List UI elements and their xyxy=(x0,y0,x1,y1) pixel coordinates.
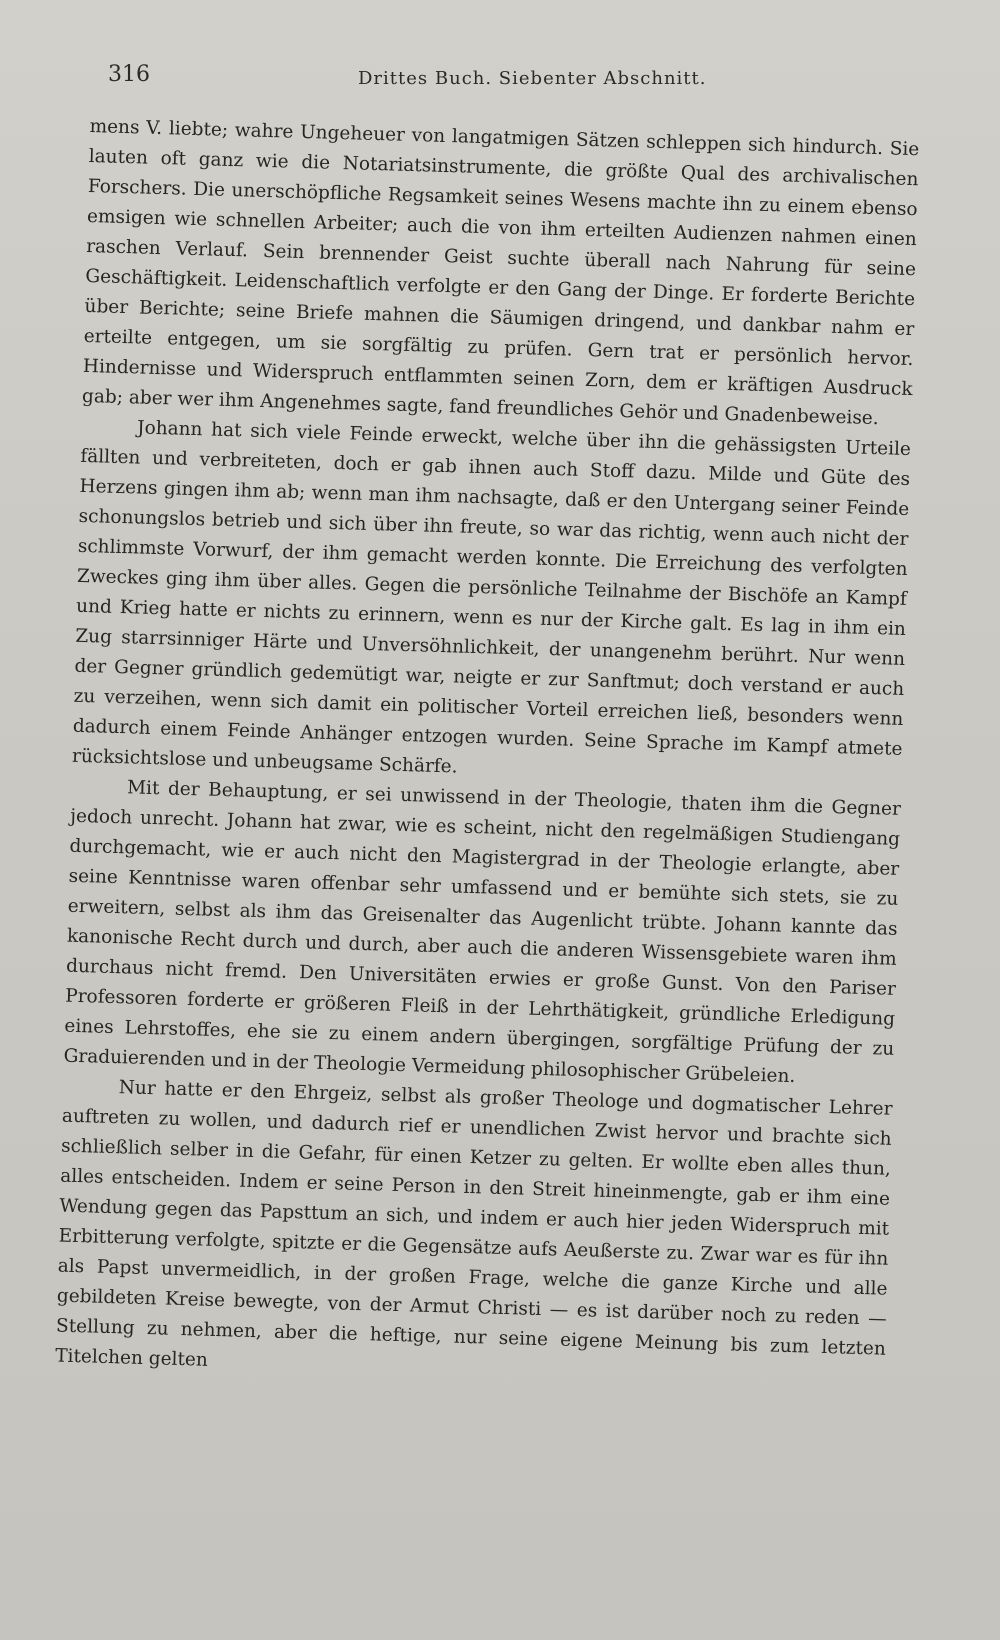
body-text xyxy=(55,112,920,1395)
running-head: Drittes Buch. Siebenter Abschnitt. xyxy=(358,68,707,89)
paragraph-2: Johann hat sich viele Feinde erweckt, welche über ihn die gehässigsten Urteile fällten und verbreiteten, doch er gab ihnen auch Stoff dazu. Milde und Güte des Herzens gingen ihm ab; wenn man ihm nachsagte, daß er den Untergang seiner Feinde schonungslos betrieb und sich über ihn freute, so war das richtig, wenn auch nicht der schlimmste Vorwurf, der ihm gemacht werden konnte. Die Erreichung des verfolgten Zweckes ging ihm über alles. Gegen die persönliche Teilnahme der Bischöfe an Kampf und Krieg hatte er nichts zu erinnern, wenn es nur der Kirche galt. Es lag in ihm ein Zug starrsinniger Härte und Unversöhnlichkeit, der unangenehm berührt. Nur wenn der Gegner gründlich gedemütigt war, neigte er zur Sanftmut; doch verstand er auch zu verzeihen, wenn sich damit ein politischer Vorteil erreichen ließ, besonders wenn dadurch einem Feinde Anhänger entzogen wurden. Seine Sprache im Kampf atmete rücksichtslose und unbeugsame Schärfe. xyxy=(71,417,912,778)
paragraph-3: Mit der Behauptung, er sei unwissend in der Theologie, thaten ihm die Gegner jedoch unrecht. Johann hat zwar, wie es scheint, nicht den regelmäßigen Studiengang durchgemacht, wie er auch nicht den Magistergrad in der Theologie erlangte, aber seine Kenntnisse waren offenbar sehr umfassend und er bemühte sich stets, sie zu erweitern, selbst als ihm das Greisenalter das Augenlicht trübte. Johann kannte das kanonische Recht durch und durch, aber auch die anderen Wissensgebiete waren ihm durchaus nicht fremd. Den Universitäten erwies er große Gunst. Von den Pariser Professoren forderte er größeren Fleiß in der Lehrthätigkeit, gründliche Erledigung eines Lehrstoffes, ehe sie zu einem andern übergingen, sorgfältige Prüfung der zu Graduierenden und in der Theologie Vermeidung philosophischer Grübeleien. xyxy=(63,777,902,1088)
paragraph-1: mens V. liebte; wahre Ungeheuer von langatmigen Sätzen schleppen sich hindurch. Sie lauten oft ganz wie die Notariatsinstrumente, die größte Qual des archivalischen Forschers. Die unerschöpfliche Regsamkeit seines Wesens machte ihn zu einem ebenso emsigen wie schnellen Arbeiter; auch die von ihm erteilten Audienzen nahmen einen raschen Verlauf. Sein brennender Geist suchte überall nach Nahrung für seine Geschäftigkeit. Leidenschaftlich verfolgte er den Gang der Dinge. Er forderte Berichte über Berichte; seine Briefe mahnen die Säumigen dringend, und dankbar nahm er erteilte entgegen, um sie sorgfältig zu prüfen. Gern trat er persönlich hervor. Hindernisse und Widerspruch entflammten seinen Zorn, dem er kräftigen Ausdruck gab; aber wer ihm Angenehmes sagte, fand freundliches Gehör und Gnadenbeweise. xyxy=(81,115,920,430)
page-number: 316 xyxy=(108,62,150,87)
page-header xyxy=(108,62,928,102)
paragraph-4: Nur hatte er den Ehrgeiz, selbst als großer Theologe und dogmatischer Lehrer auftreten zu wollen, und dadurch rief er unendlichen Zwist hervor und brachte sich schließlich selber in die Gefahr, für einen Ketzer zu gelten. Er wollte eben alles thun, alles entscheiden. Indem er seine Person in den Streit hineinmengte, gab er ihm eine Wendung gegen das Papsttum an sich, und indem er auch hier jeden Widerspruch mit Erbitterung verfolgte, spitzte er die Gegensätze aufs Aeußerste zu. Zwar war es für ihn als Papst unvermeidlich, in der großen Frage, welche die ganze Kirche und alle gebildeten Kreise bewegte, von der Armut Christi — es ist darüber noch zu reden — Stellung zu nehmen, aber die heftige, nur seine eigene Meinung bis zum letzten Titelchen gelten xyxy=(54,1077,893,1371)
